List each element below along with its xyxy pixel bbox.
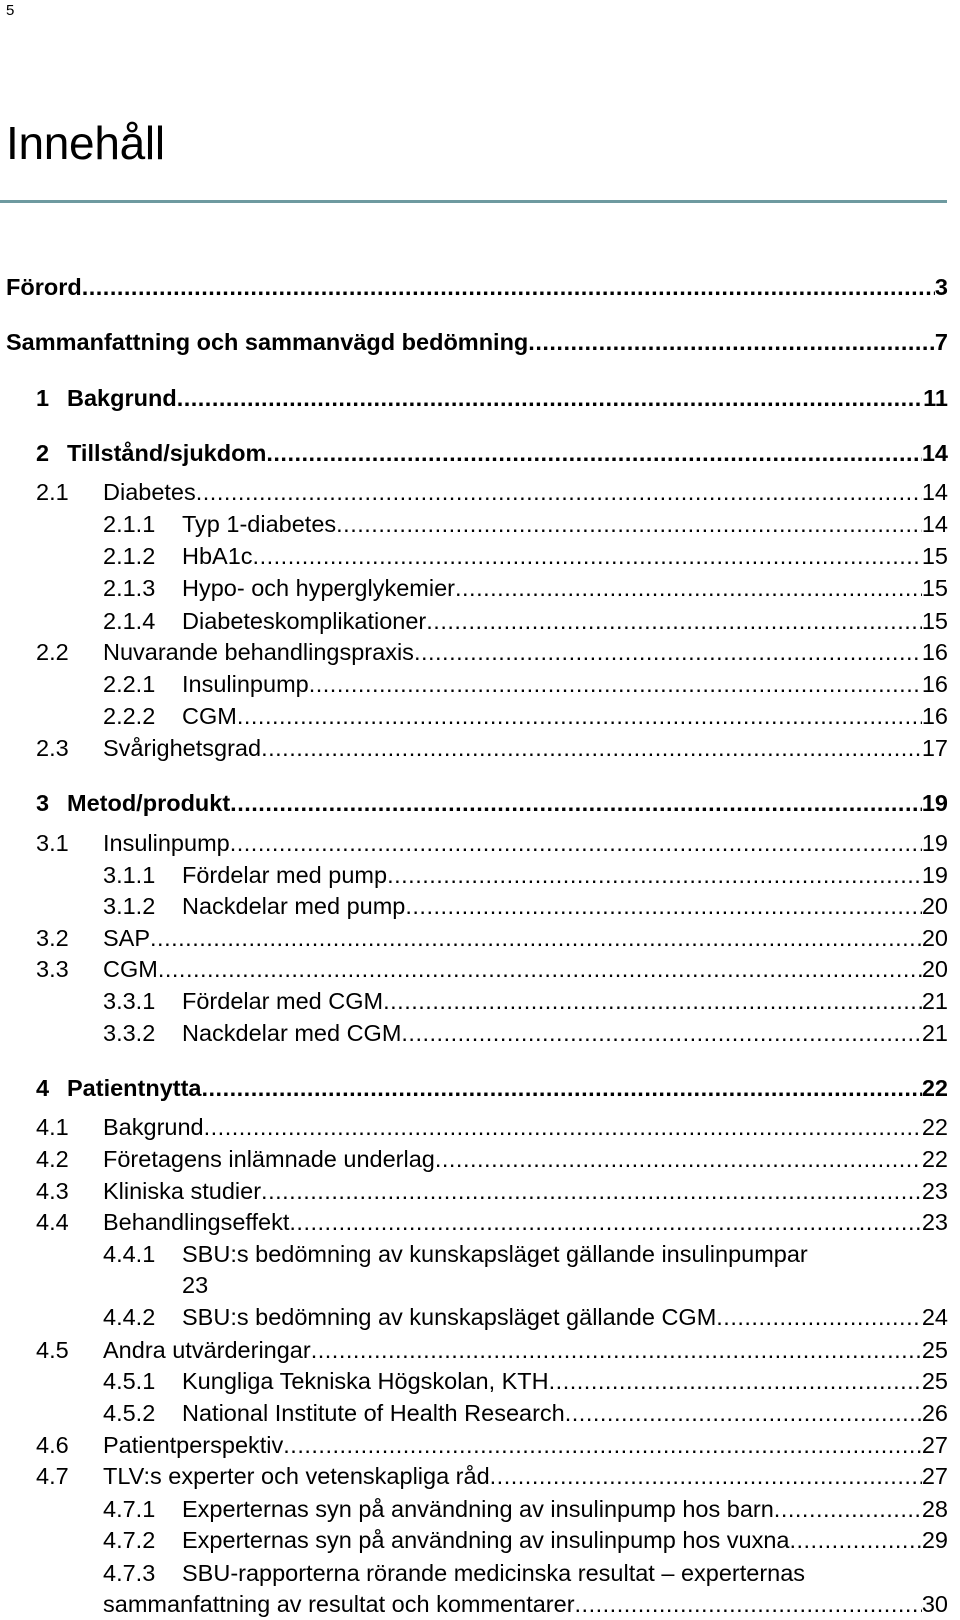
toc-entry-number: 4.7.3 (103, 1560, 156, 1586)
toc-entry[interactable] (0, 1239, 948, 1269)
toc-entry-page: 15 (921, 608, 948, 634)
toc-entry-number: 4.2 (36, 1146, 69, 1172)
toc-leader-dots (283, 1430, 922, 1460)
toc-entry[interactable] (0, 954, 948, 984)
toc-entry-continuation[interactable] (0, 1589, 948, 1619)
toc-leader-dots (266, 438, 922, 468)
toc-leader-dots (383, 986, 922, 1016)
toc-entry-title: Metod/produkt (67, 790, 231, 816)
toc-entry[interactable] (0, 1398, 948, 1428)
toc-leader-dots (237, 701, 922, 731)
toc-entry-page: 3 (934, 274, 948, 300)
toc-entry-title: Svårighetsgrad (103, 735, 262, 761)
toc-entry-number: 4.4.2 (103, 1304, 156, 1330)
toc-entry[interactable] (0, 1018, 948, 1048)
toc-leader-dots (150, 923, 922, 953)
toc-entry-title: Diabeteskomplikationer (182, 608, 427, 634)
toc-entry[interactable] (0, 1366, 948, 1396)
toc-entry-page: 23 (921, 1178, 948, 1204)
toc-entry-page: 27 (921, 1463, 948, 1489)
toc-entry[interactable] (0, 788, 948, 818)
toc-entry-number: 4.7.2 (103, 1527, 156, 1553)
toc-entry-page: 22 (921, 1146, 948, 1172)
toc-entry-title: National Institute of Health Research (182, 1400, 565, 1426)
toc-entry[interactable] (0, 1558, 948, 1588)
toc-entry[interactable] (0, 1112, 948, 1142)
toc-entry-page: 21 (921, 988, 948, 1014)
toc-entry-page: 24 (921, 1304, 948, 1330)
toc-entry-number: 4.3 (36, 1178, 69, 1204)
toc-entry-page: 22 (921, 1075, 948, 1101)
toc-leader-dots (387, 860, 922, 890)
toc-entry-page: 20 (921, 893, 948, 919)
toc-entry-number: 4.5 (36, 1337, 69, 1363)
toc-entry-title: Fördelar med CGM (182, 988, 384, 1014)
toc-entry-title: HbA1c (182, 543, 253, 569)
toc-entry-page: 29 (921, 1527, 948, 1553)
toc-entry-title: Fördelar med pump (182, 862, 388, 888)
toc-entry-title: Företagens inlämnade underlag (103, 1146, 435, 1172)
toc-entry[interactable] (0, 701, 948, 731)
toc-entry-page: 27 (921, 1432, 948, 1458)
toc-entry[interactable] (0, 1073, 948, 1103)
toc-leader-dots (435, 1144, 922, 1174)
toc-leader-dots (528, 327, 935, 357)
toc-leader-dots (261, 733, 922, 763)
toc-entry[interactable] (0, 1430, 948, 1460)
toc-entry-title: Nackdelar med pump (182, 893, 406, 919)
toc-entry-title: CGM (182, 703, 237, 729)
toc-entry[interactable] (0, 1335, 948, 1365)
toc-entry-title: Nackdelar med CGM (182, 1020, 402, 1046)
toc-entry-title: Nuvarande behandlingspraxis (103, 639, 414, 665)
toc-entry-title: sammanfattning av resultat och kommentarer (103, 1591, 575, 1617)
toc-entry-number: 4.4.1 (103, 1241, 156, 1267)
toc-leader-dots (204, 1112, 922, 1142)
toc-entry-page: 14 (921, 479, 948, 505)
toc-entry-page: 20 (921, 956, 948, 982)
toc-entry-number: 2 (36, 440, 50, 466)
toc-entry-title: SAP (103, 925, 151, 951)
toc-leader-dots (789, 1525, 921, 1555)
toc-entry-title: Tillstånd/sjukdom (67, 440, 267, 466)
toc-entry-page: 14 (921, 440, 948, 466)
toc-leader-dots (202, 1073, 922, 1103)
toc-entry-number: 2.1 (36, 479, 69, 505)
toc-entry-title: SBU:s bedömning av kunskapsläget gällande insulinpumpar (182, 1241, 808, 1267)
toc-entry-page: 28 (921, 1496, 948, 1522)
toc-leader-dots (716, 1302, 922, 1332)
toc-entry-page: 20 (921, 925, 948, 951)
toc-entry-title: Patientnytta (67, 1075, 202, 1101)
toc-entry-title: Insulinpump (182, 671, 309, 697)
toc-entry-number: 2.2.2 (103, 703, 156, 729)
toc-entry-number: 4.5.1 (103, 1368, 156, 1394)
toc-entry[interactable] (0, 1207, 948, 1237)
toc-entry-title: TLV:s experter och vetenskapliga råd (103, 1463, 490, 1489)
toc-leader-dots (549, 1366, 922, 1396)
toc-entry-title: SBU:s bedömning av kunskapsläget gällande CGM (182, 1304, 717, 1330)
toc-entry-number: 3.3 (36, 956, 69, 982)
toc-entry[interactable] (0, 1176, 948, 1206)
toc-entry-title: Behandlingseffekt (103, 1209, 290, 1235)
toc-entry-page: 16 (921, 639, 948, 665)
toc-entry-page: 15 (921, 575, 948, 601)
toc-entry-number: 3.1.1 (103, 862, 156, 888)
toc-entry-number: 2.2.1 (103, 671, 156, 697)
toc-leader-dots (426, 606, 922, 636)
toc-entry-title: Typ 1-diabetes (182, 511, 337, 537)
toc-entry-page: 15 (921, 543, 948, 569)
toc-entry-number: 3.1 (36, 830, 69, 856)
toc-leader-dots (230, 788, 922, 818)
toc-entry-page: 11 (923, 385, 948, 411)
toc-leader-dots (401, 1018, 921, 1048)
toc-entry-title: Experternas syn på användning av insulinpump hos vuxna (182, 1527, 790, 1553)
toc-leader-dots (196, 477, 922, 507)
toc-entry[interactable] (0, 860, 948, 890)
toc-entry-title: Patientperspektiv (103, 1432, 284, 1458)
toc-leader-dots (405, 891, 922, 921)
toc-entry-title: Bakgrund (103, 1114, 204, 1140)
toc-entry[interactable] (0, 327, 948, 357)
toc-entry-number: 4.7 (36, 1463, 69, 1489)
toc-entry-number: 3.2 (36, 925, 69, 951)
toc-entry-number: 4.6 (36, 1432, 69, 1458)
page-number: 5 (6, 2, 15, 19)
toc-entry-title: Diabetes (103, 479, 196, 505)
toc-entry[interactable] (0, 1144, 948, 1174)
toc-entry-page: 26 (921, 1400, 948, 1426)
toc-entry[interactable] (0, 573, 948, 603)
toc-leader-dots (414, 637, 922, 667)
toc-entry-number: 1 (36, 385, 50, 411)
toc-entry[interactable] (0, 541, 948, 571)
toc-entry-page: 19 (921, 830, 948, 856)
toc-entry-page: 25 (921, 1368, 948, 1394)
toc-entry-page: 14 (921, 511, 948, 537)
toc-entry-page: 7 (934, 329, 948, 355)
toc-leader-dots (455, 573, 922, 603)
toc-entry-title: Hypo- och hyperglykemier (182, 575, 455, 601)
toc-entry-page: 19 (921, 790, 948, 816)
toc-entry-number: 2.3 (36, 735, 69, 761)
toc-entry-title: CGM (103, 956, 158, 982)
toc-entry[interactable] (0, 477, 948, 507)
toc-entry[interactable] (0, 891, 948, 921)
toc-entry[interactable] (0, 1494, 948, 1524)
toc-entry-title: Andra utvärderingar (103, 1337, 311, 1363)
toc-leader-dots (261, 1176, 922, 1206)
toc-entry-title: Bakgrund (67, 385, 177, 411)
toc-leader-dots (158, 954, 922, 984)
toc-entry[interactable] (0, 1302, 948, 1332)
toc-entry-number: 3.3.1 (103, 988, 156, 1014)
toc-entry-number: 2.1.1 (103, 511, 156, 537)
toc-entry-number: 2.1.2 (103, 543, 156, 569)
toc-leader-dots (336, 509, 922, 539)
toc-entry-number: 4.4 (36, 1209, 69, 1235)
toc-leader-dots (253, 541, 922, 571)
toc-entry[interactable] (0, 1461, 948, 1491)
toc-entry[interactable] (0, 986, 948, 1016)
toc-entry-title: Kliniska studier (103, 1178, 262, 1204)
toc-entry-page: 30 (921, 1591, 948, 1617)
toc-entry-number: 3.1.2 (103, 893, 156, 919)
toc-entry-page: 17 (921, 735, 948, 761)
toc-entry-number: 3.3.2 (103, 1020, 156, 1046)
toc-entry-number: 4.7.1 (103, 1496, 156, 1522)
toc-entry-page: 23 (921, 1209, 948, 1235)
toc-entry[interactable] (0, 272, 948, 302)
toc-entry[interactable] (0, 509, 948, 539)
page-title: Innehåll (6, 117, 165, 169)
toc-leader-dots (82, 272, 935, 302)
toc-entry[interactable] (0, 606, 948, 636)
toc-entry-page: 21 (921, 1020, 948, 1046)
toc-entry-number: 4.1 (36, 1114, 69, 1140)
toc-entry-title: Kungliga Tekniska Högskolan, KTH (182, 1368, 549, 1394)
toc-entry-number: 2.1.4 (103, 608, 156, 634)
toc-entry-number: 2.1.3 (103, 575, 156, 601)
toc-leader-dots (289, 1207, 921, 1237)
toc-leader-dots (230, 828, 922, 858)
toc-entry[interactable] (0, 733, 948, 763)
toc-entry-number: 4.5.2 (103, 1400, 156, 1426)
toc-leader-dots (565, 1398, 922, 1428)
toc-leader-dots (490, 1461, 922, 1491)
toc-entry-title: Insulinpump (103, 830, 230, 856)
toc-entry-title: Förord (6, 274, 82, 300)
toc-entry[interactable] (0, 1525, 948, 1555)
toc-entry[interactable] (0, 637, 948, 667)
toc-entry[interactable] (0, 923, 948, 953)
toc-entry-page: 25 (921, 1337, 948, 1363)
toc-leader-dots (309, 669, 922, 699)
toc-entry-page: 16 (921, 671, 948, 697)
toc-entry-title: SBU-rapporterna rörande medicinska resultat – experternas (182, 1560, 806, 1586)
toc-entry-title: Experternas syn på användning av insulinpump hos barn (182, 1496, 774, 1522)
toc-entry-page: 22 (921, 1114, 948, 1140)
toc-entry[interactable] (0, 669, 948, 699)
toc-leader-dots (311, 1335, 922, 1365)
toc-entry-page: 19 (921, 862, 948, 888)
toc-leader-dots (575, 1589, 922, 1619)
toc-entry-number: 3 (36, 790, 50, 816)
toc-entry-page: 16 (921, 703, 948, 729)
toc-entry-number: 4 (36, 1075, 50, 1101)
toc-entry-page: 23 (182, 1272, 209, 1298)
toc-entry[interactable] (0, 828, 948, 858)
toc-entry[interactable] (0, 383, 948, 413)
toc-entry-number: 2.2 (36, 639, 69, 665)
toc-entry-title: Sammanfattning och sammanvägd bedömning (6, 329, 529, 355)
toc-entry[interactable] (0, 438, 948, 468)
toc-leader-dots (774, 1494, 922, 1524)
toc-leader-dots (177, 383, 923, 413)
